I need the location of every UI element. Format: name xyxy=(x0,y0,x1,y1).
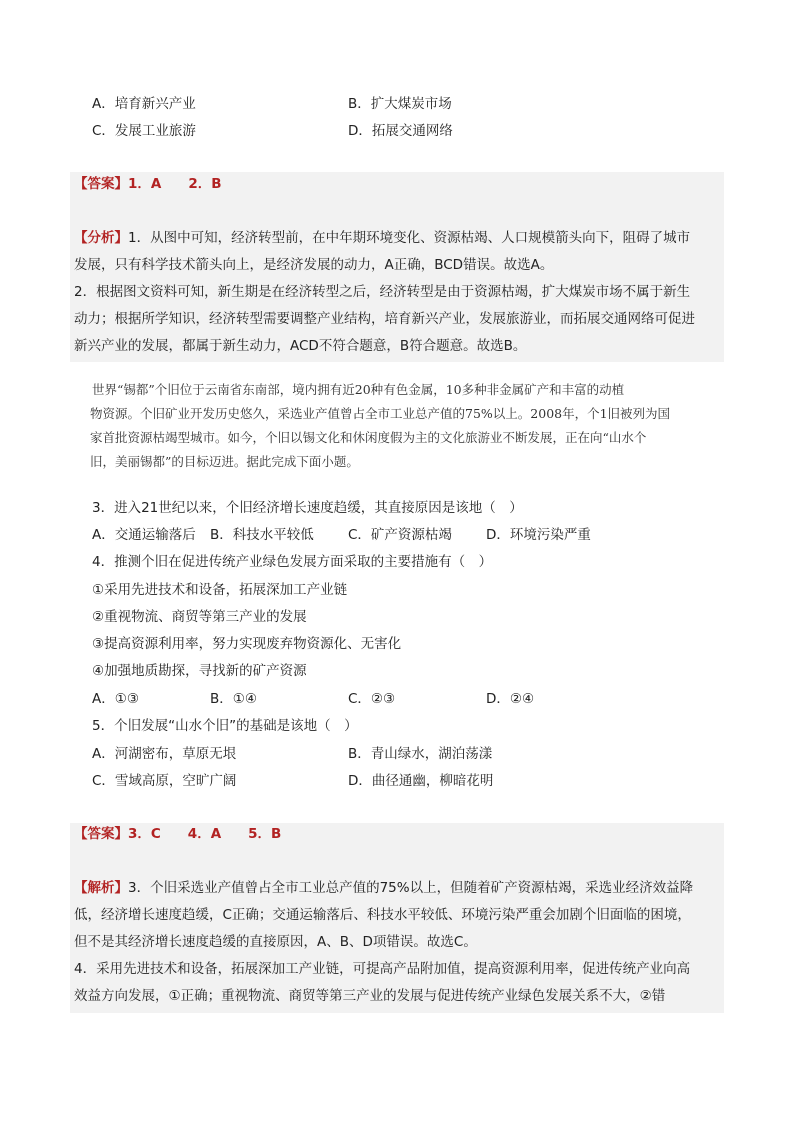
option-b: B．扩大煤炭市场 xyxy=(348,96,452,112)
q5-option-c: C．雪域高原，空旷广阔 xyxy=(92,773,237,789)
analysis-tag: 【解析】 xyxy=(74,880,128,896)
option-a: A．培育新兴产业 xyxy=(92,96,196,112)
passage-line: 物资源。个旧矿业开发历史悠久，采选业产值曾占全市工业总产值的75%以上。2008年，个1旧被列为国 xyxy=(90,406,671,421)
q5-option-a: A．河湖密布，草原无垠 xyxy=(92,746,237,762)
q4-statement-4: ④加强地质勘探，寻找新的矿产资源 xyxy=(92,663,307,679)
answer-tag: 【答案】 xyxy=(74,176,128,192)
answer-tag: 【答案】 xyxy=(74,826,128,842)
analysis-line: 动力；根据所学知识，经济转型需要调整产业结构，培育新兴产业，发展旅游业，而拓展交通网络可促进 xyxy=(74,311,695,327)
option-c: C．发展工业旅游 xyxy=(92,123,196,139)
q4-option-c: C．②③ xyxy=(348,691,396,707)
q4-statement-3: ③提高资源利用率，努力实现废弃物资源化、无害化 xyxy=(92,636,402,652)
analysis-line: 发展，只有科学技术箭头向上，是经济发展的动力，A正确，BCD错误。故选A。 xyxy=(74,257,554,273)
passage-line: 旧，美丽锡都”的目标迈进。据此完成下面小题。 xyxy=(90,454,359,469)
answer-text: 3．C 4．A 5．B xyxy=(128,826,282,842)
question-4-stem: 4．推测个旧在促进传统产业绿色发展方面采取的主要措施有（ ） xyxy=(92,554,493,570)
analysis-line: 低，经济增长速度趋缓，C正确；交通运输落后、科技水平较低、环境污染严重会加剧个旧面临的困境， xyxy=(74,907,691,923)
q4-statement-1: ①采用先进技术和设备，拓展深加工产业链 xyxy=(92,582,348,598)
q3-option-d: D．环境污染严重 xyxy=(486,527,591,543)
q3-option-a: A．交通运输落后 xyxy=(92,527,196,543)
question-5-stem: 5．个旧发展“山水个旧”的基础是该地（ ） xyxy=(92,718,358,734)
analysis-line: 【解析】3．个旧采选业产值曾占全市工业总产值的75%以上，但随着矿产资源枯竭，采选业经济效益降 xyxy=(74,880,694,896)
q4-option-a: A．①③ xyxy=(92,691,139,707)
analysis-line: 4．采用先进技术和设备，拓展深加工产业链，可提高产品附加值，提高资源利用率，促进传统产业向高 xyxy=(74,961,691,977)
answer-2 xyxy=(74,824,281,844)
q4-option-d: D．②④ xyxy=(486,691,535,707)
question-3-stem: 3．进入21世纪以来，个旧经济增长速度趋缓，其直接原因是该地（ ） xyxy=(92,500,523,516)
q4-statement-2: ②重视物流、商贸等第三产业的发展 xyxy=(92,609,307,625)
q4-option-b: B．①④ xyxy=(210,691,257,707)
q3-option-c: C．矿产资源枯竭 xyxy=(348,527,452,543)
passage-line: 家首批资源枯竭型城市。如今，个旧以锡文化和休闲度假为主的文化旅游业不断发展，正在向“山水个 xyxy=(90,430,647,445)
analysis-line: 【分析】1．从图中可知，经济转型前，在中年期环境变化、资源枯竭、人口规模箭头向下，阻碍了城市 xyxy=(74,230,691,246)
analysis-line: 效益方向发展，①正确；重视物流、商贸等第三产业的发展与促进传统产业绿色发展关系不大，②错 xyxy=(74,988,666,1004)
q5-option-b: B．青山绿水，湖泊荡漾 xyxy=(348,746,493,762)
q3-option-b: B．科技水平较低 xyxy=(210,527,314,543)
analysis-line: 但不是其经济增长速度趋缓的直接原因，A、B、D项错误。故选C。 xyxy=(74,934,477,950)
analysis-line: 2．根据图文资料可知，新生期是在经济转型之后，经济转型是由于资源枯竭，扩大煤炭市场不属于新生 xyxy=(74,284,691,300)
analysis-tag: 【分析】 xyxy=(74,230,128,246)
q5-option-d: D．曲径通幽，柳暗花明 xyxy=(348,773,494,789)
passage-line: 世界“锡都”个旧位于云南省东南部，境内拥有近20种有色金属，10多种非金属矿产和丰富的动植 xyxy=(92,382,625,397)
analysis-line: 新兴产业的发展，都属于新生动力，ACD不符合题意，B符合题意。故选B。 xyxy=(74,338,527,354)
answer-text: 1．A 2．B xyxy=(128,176,222,192)
option-d: D．拓展交通网络 xyxy=(348,123,453,139)
reading-passage xyxy=(70,378,724,474)
answer-1 xyxy=(74,174,222,194)
